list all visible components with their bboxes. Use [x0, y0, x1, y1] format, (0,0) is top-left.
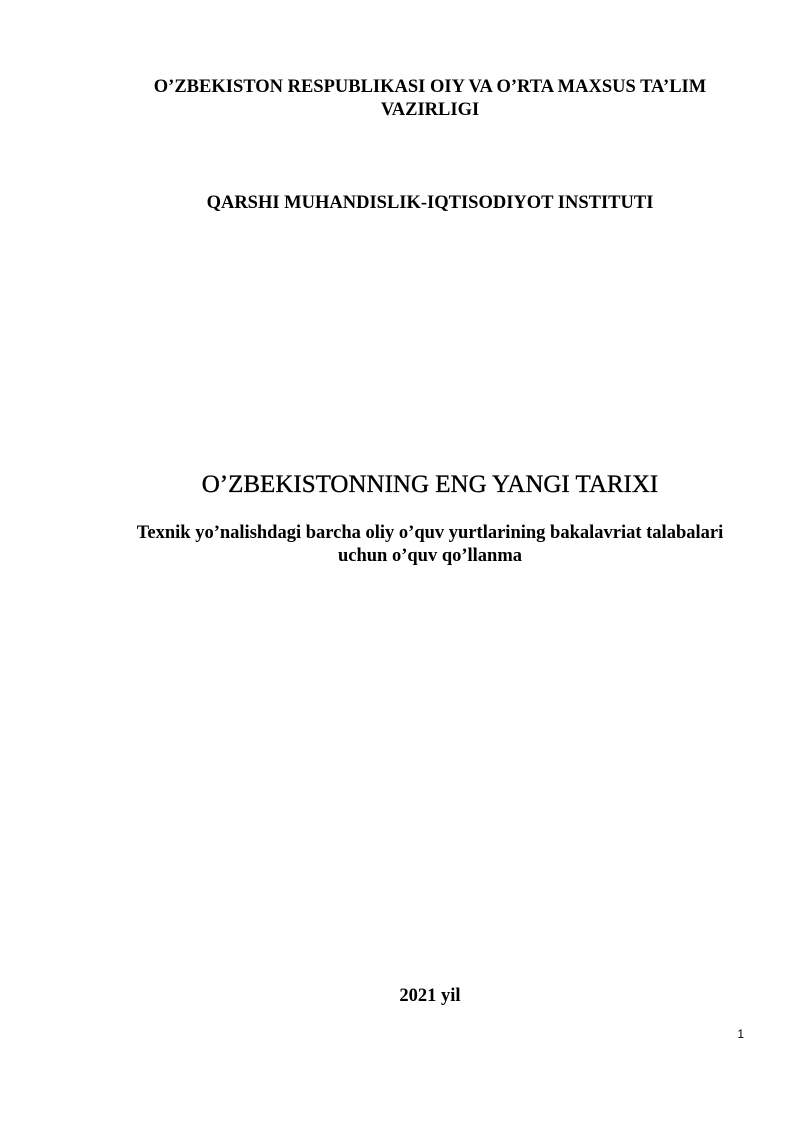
document-subtitle-line-2: uchun o’quv qo’llanma [337, 546, 523, 566]
page-number: 1 [737, 1027, 744, 1041]
ministry-heading-line-2: VAZIRLIGI [380, 100, 480, 120]
document-title: O’ZBEKISTONNING ENG YANGI TARIXI [201, 471, 659, 498]
institute-heading: QARSHI MUHANDISLIK-IQTISODIYOT INSTITUTI [206, 193, 654, 213]
document-subtitle [90, 522, 770, 568]
ministry-heading-line-1: O’ZBEKISTON RESPUBLIKASI OIY VA O’RTA MAXSUS TA’LIM [153, 77, 707, 97]
publication-year: 2021 yil [399, 986, 461, 1006]
ministry-heading [120, 76, 740, 122]
document-subtitle-line-1: Texnik yo’nalishdagi barcha oliy o’quv yurtlarining bakalavriat talabalari [136, 523, 724, 543]
